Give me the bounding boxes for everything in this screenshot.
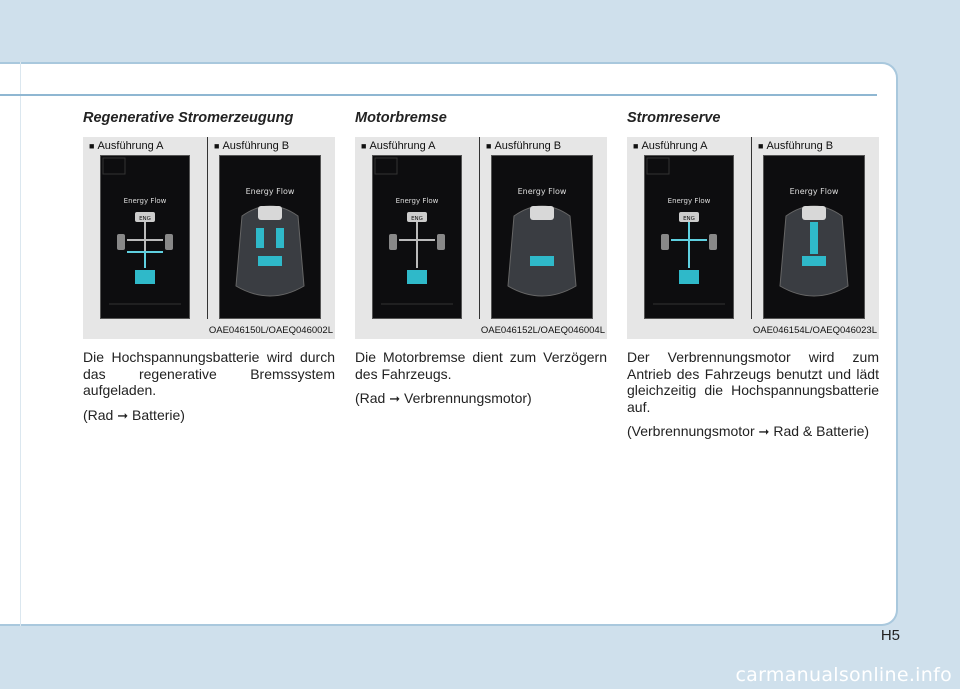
energy-flow-screen-a [372,155,462,319]
figure-code: OAE046152L/OAEQ046004L [480,325,605,336]
svg-text:Energy Flow: Energy Flow [123,197,167,205]
description-text: Der Verbrennungsmotor wird zum Antrieb des Fahrzeugs benutzt und lädt gleichzeitig die Hochspannungsbatterie auf. [627,349,879,415]
svg-text:Energy Flow: Energy Flow [667,197,711,205]
section-title: Motorbremse [355,110,447,126]
section-title: Regenerative Stromerzeugung [83,110,294,126]
energy-flow-screen-b [763,155,865,319]
figure-label-b: ■ Ausführung B [758,140,834,152]
column-engine-brake [355,108,607,408]
arrow-right-icon: ➞ [117,407,129,423]
svg-text:ENG: ENG [411,216,423,222]
energy-flow-figure [83,137,335,339]
flow-text: (Rad ➞ Verbrennungsmotor) [355,390,532,406]
header-rule [0,94,877,96]
energy-flow-screen-a [644,155,734,319]
svg-text:ENG: ENG [683,216,695,222]
figure-divider [207,137,208,319]
flow-text: (Rad ➞ Batterie) [83,406,185,423]
figure-label-a: ■ Ausführung A [89,140,164,152]
energy-flow-figure [627,137,879,339]
energy-flow-screen-a [100,155,190,319]
arrow-right-icon: ➞ [758,424,770,439]
flow-text: (Verbrennungsmotor ➞ Rad & Batterie) [627,423,870,439]
figure-code: OAE046154L/OAEQ046023L [752,325,877,336]
figure-divider [479,137,480,319]
svg-text:Energy Flow: Energy Flow [395,197,439,205]
svg-text:Energy Flow: Energy Flow [517,187,567,196]
energy-flow-screen-b [491,155,593,319]
section-description [627,349,879,441]
arrow-right-icon: ➞ [389,391,401,406]
description-text: Die Motorbremse dient zum Verzögern des Fahrzeugs. [355,349,607,382]
section-title: Stromreserve [627,110,721,126]
watermark: carmanualsonline.info [735,664,952,686]
figure-label-a: ■ Ausführung A [633,140,708,152]
section-description [355,349,607,408]
column-regenerative [83,108,335,424]
figure-code: OAE046150L/OAEQ046002L [208,325,333,336]
svg-text:ENG: ENG [139,216,151,222]
page-margin-line [20,62,21,626]
section-description [83,349,335,424]
svg-text:Energy Flow: Energy Flow [789,187,839,196]
description-text: Die Hochspannungsbatterie wird durch das regenerative Bremssystem aufgeladen. [83,349,335,398]
figure-label-b: ■ Ausführung B [214,140,290,152]
figure-divider [751,137,752,319]
page-number: H5 [880,627,900,644]
figure-label-b: ■ Ausführung B [486,140,562,152]
figure-label-a: ■ Ausführung A [361,140,436,152]
energy-flow-figure [355,137,607,339]
svg-text:Energy Flow: Energy Flow [245,187,295,196]
column-power-reserve [627,108,879,441]
energy-flow-screen-b [219,155,321,319]
